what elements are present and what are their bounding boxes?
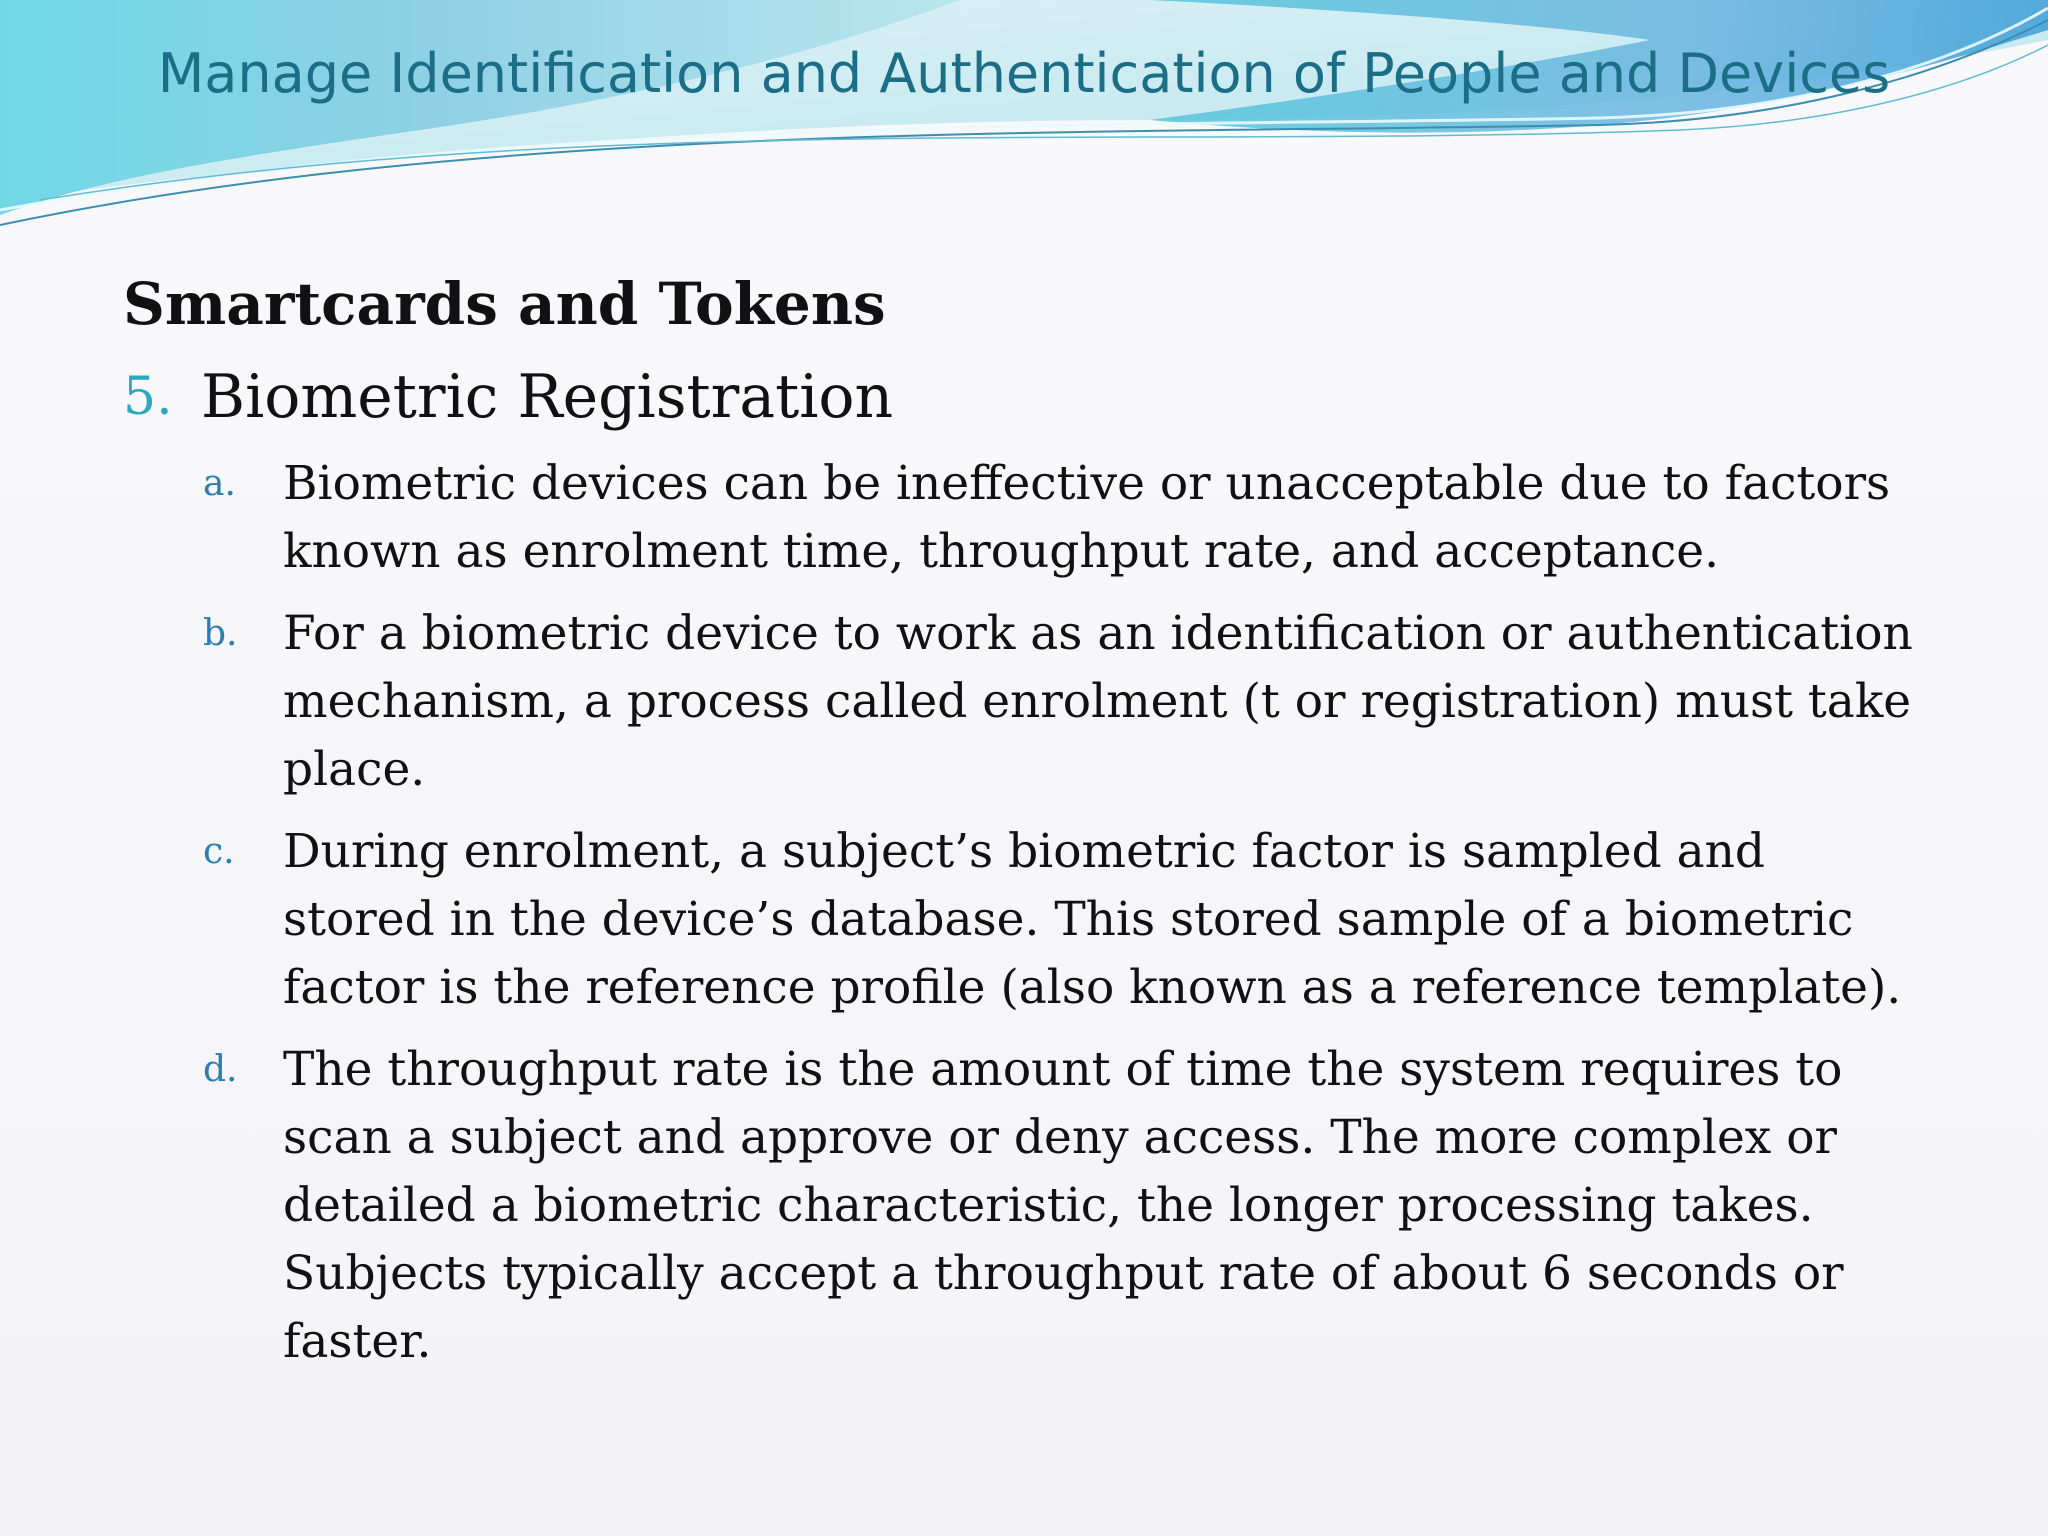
numbered-item bbox=[123, 358, 1913, 436]
list-item-text: The throughput rate is the amount of time the system requires to scan a subject and approve or deny access. The more complex or detailed a biometric characteristic, the longer processing takes. Subjects typically accept a throughput rate of about 6 seconds or faster. bbox=[283, 1042, 1844, 1369]
list-item bbox=[123, 1036, 1913, 1376]
list-item bbox=[123, 450, 1913, 586]
section-heading: Smartcards and Tokens bbox=[123, 270, 886, 338]
list-item-letter: a. bbox=[203, 463, 236, 504]
list-item-text: Biometric devices can be ineffective or unacceptable due to factors known as enrolment time, throughput rate, and acceptance. bbox=[283, 456, 1891, 579]
header-wave-decoration bbox=[0, 0, 2048, 240]
list-item-letter: c. bbox=[203, 831, 235, 872]
list-item-text: For a biometric device to work as an identification or authentication mechanism, a process called enrolment (t or registration) must take place. bbox=[283, 606, 1913, 797]
item-label: Biometric Registration bbox=[201, 362, 894, 432]
list-item-letter: d. bbox=[203, 1049, 238, 1090]
slide-body bbox=[123, 264, 1913, 1390]
item-number: 5. bbox=[123, 367, 173, 427]
list-item bbox=[123, 600, 1913, 804]
list-item-text: During enrolment, a subject’s biometric factor is sampled and stored in the device’s database. This stored sample of a biometric factor is the reference profile (also known as a reference template). bbox=[283, 824, 1902, 1015]
slide-title: Manage Identification and Authentication of People and Devices bbox=[157, 42, 1891, 105]
list-item-letter: b. bbox=[203, 613, 238, 654]
list-item bbox=[123, 818, 1913, 1022]
sub-item-list bbox=[123, 450, 1913, 1376]
